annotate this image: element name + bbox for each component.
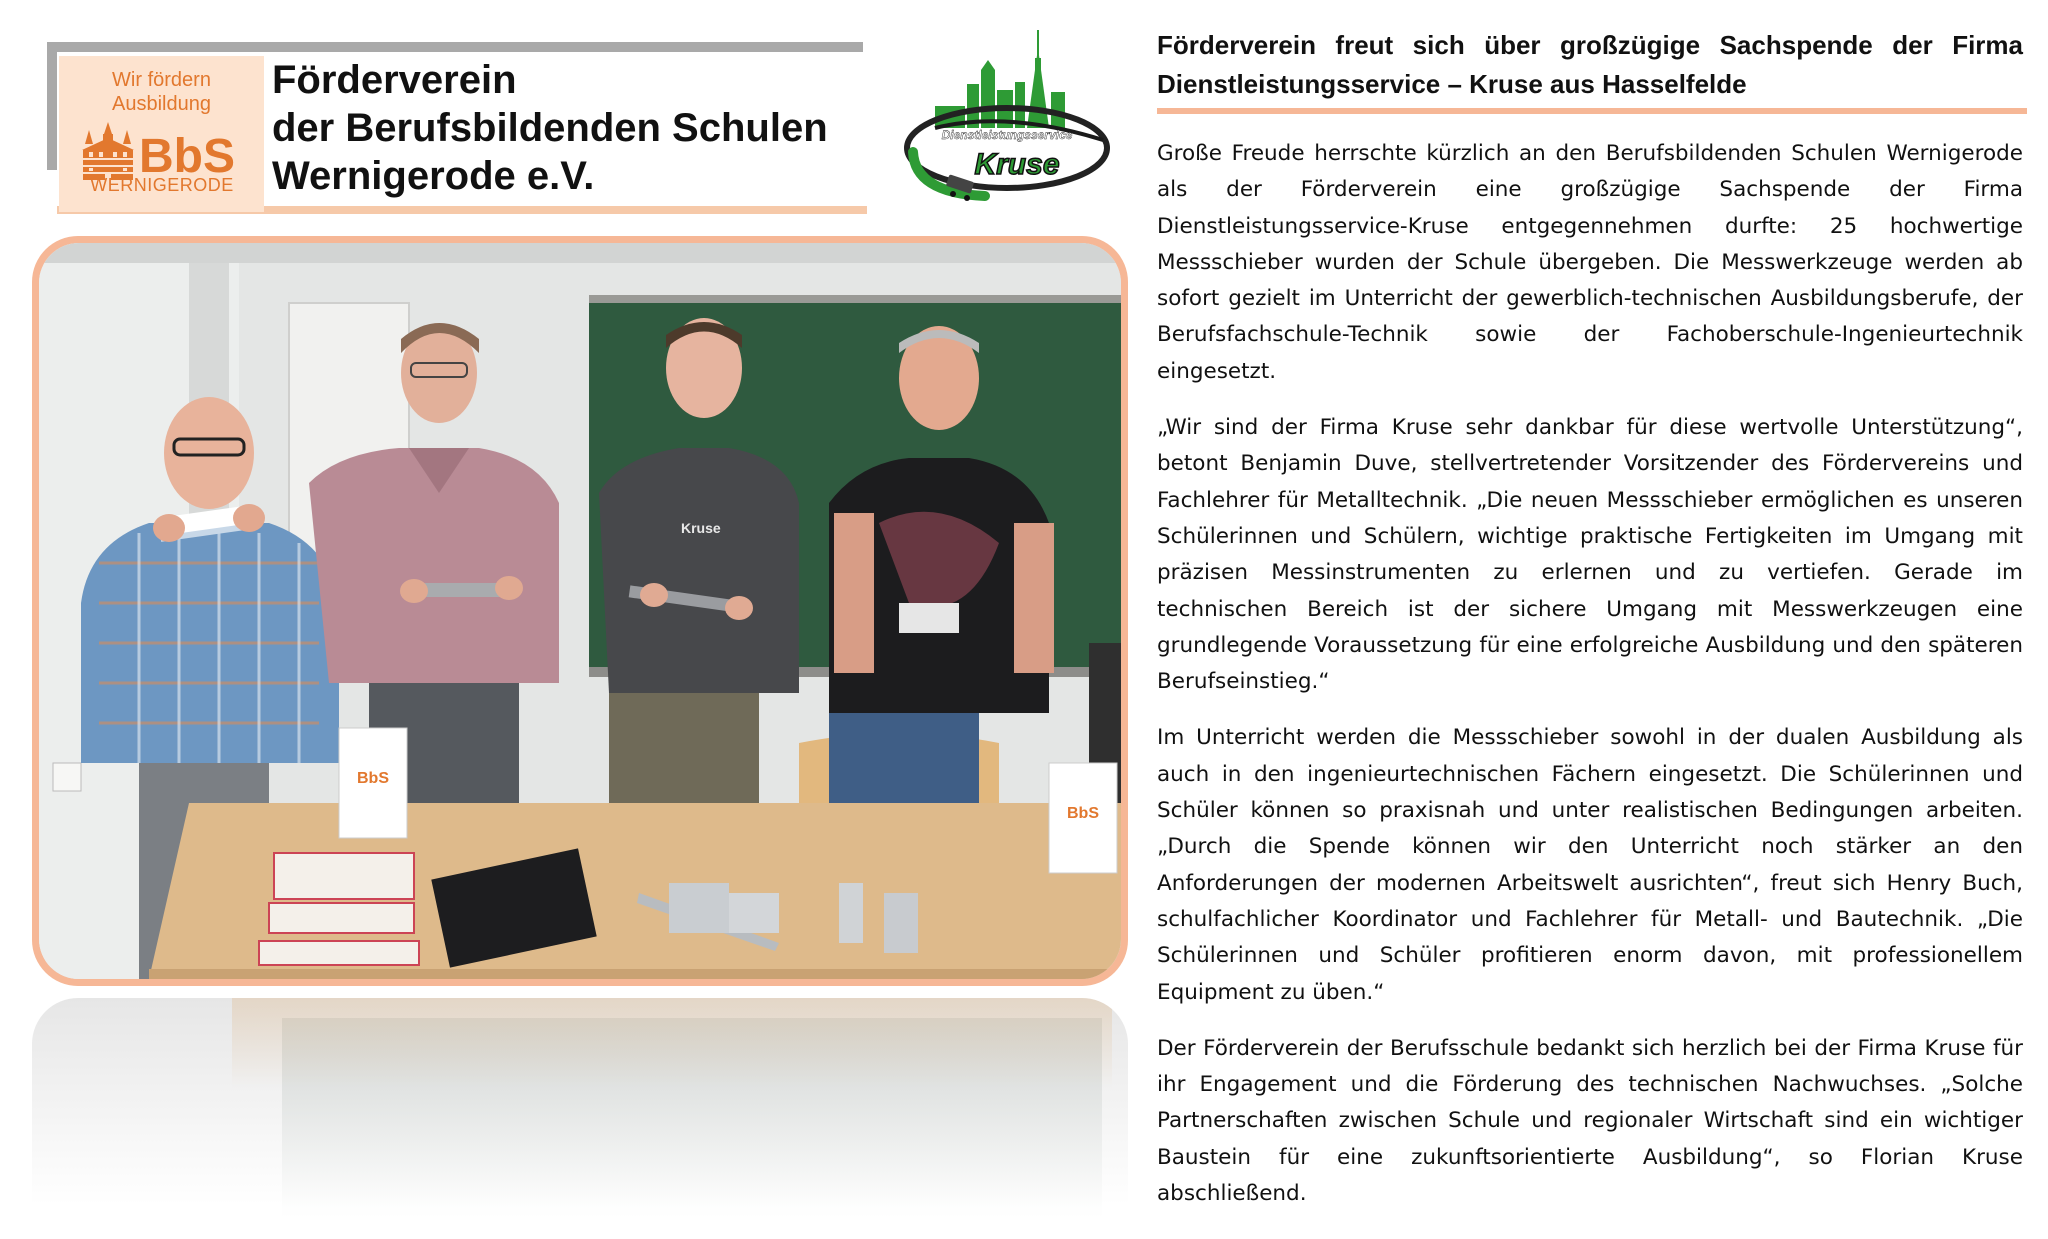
- aluminium-profile-3: [839, 883, 863, 943]
- town-hall-icon: [79, 120, 137, 182]
- banner-left-rule: [47, 42, 57, 170]
- shirt-logo-text: Kruse: [681, 520, 721, 536]
- kruse-logo-arc-text: Dienstleistungsservice: [941, 128, 1073, 142]
- aluminium-profile-1: [669, 883, 729, 933]
- article-paragraph-3: Im Unterricht werden die Messschieber sowohl in der dualen Ausbildung als auch in den ingenieurtechnischen Fächern eingesetzt. Die Schülerinnen und Schüler können so praxisnah und unter realistischen Bedingungen arbeiten. „Durch die Spende können wir den Unterricht noch stärker an den Anforderungen der modernen Arbeitswelt ausrichten“, freut sich Henry Buch, schulfachlicher Koordinator und Fachlehrer für Metall- und Bautechnik. „Die Schülerinnen und Schüler profitieren enorm davon, mit professionellem Equipment zu üben.“: [1157, 725, 2023, 1005]
- flyer-right-bbs: BbS: [1067, 805, 1099, 822]
- photo-reflection: [32, 998, 1128, 1228]
- group-photo: [39, 243, 1121, 979]
- group-photo-illustration: [39, 243, 1121, 979]
- caliper-boxes: [259, 853, 419, 965]
- article-body: [1157, 136, 2023, 1232]
- article-paragraph-4: Der Förderverein der Berufsschule bedankt sich herzlich bei der Firma Kruse für ihr Engagement und die Förderung des technischen Nachwuchses. „Solche Partnerschaften zwischen Schule und regionaler Wirtschaft sind ein wichtiger Baustein für eine zukunftsorientierte Ausbildung“, so Florian Kruse abschließend.: [1157, 1035, 2023, 1207]
- aluminium-profile-2: [729, 893, 779, 933]
- headline-rule: [1157, 108, 2027, 114]
- article-paragraph-2: „Wir sind der Firma Kruse sehr dankbar für diese wertvolle Unterstützung“, betont Benjamin Duve, stellvertretender Vorsitzender des Fördervereins und Fachlehrer für Metalltechnik. „Die neuen Messschieber ermöglichen es unseren Schülerinnen und Schülern, wichtige praktische Fertigkeiten im Umgang mit präzisen Messinstrumenten zu erlernen und zu vertiefen. Gerade im technischen Bereich ist der sichere Umgang mit Messwerkzeugen eine grundlegende Voraussetzung für eine erfolgreiche Ausbildung und den späteren Berufseinstieg.“: [1157, 415, 2023, 695]
- group-photo-frame: [32, 236, 1128, 986]
- organization-name-line2: der Berufsbildenden Schulen: [272, 106, 828, 150]
- flyer-left-bbs: BbS: [357, 770, 389, 787]
- flyer-stand-left: [339, 728, 407, 838]
- article-paragraph-1: Große Freude herrschte kürzlich an den Berufsbildenden Schulen Wernigerode als der Förderverein eine großzügige Sachspende der Firma Dienstleistungsservice-Kruse entgegennehmen durfte: 25 hochwertige Messschieber wurden der Schule übergeben. Die Messwerkzeuge werden ab sofort gezielt im Unterricht der gewerblich-technischen Ausbildungsberufe, der Berufsfachschule-Technik sowie der Fachoberschule-Ingenieurtechnik eingesetzt.: [1157, 141, 2023, 384]
- bbs-logo: [59, 56, 264, 212]
- banner-top-rule: [47, 42, 863, 52]
- aluminium-profile-4: [884, 893, 918, 953]
- organization-name-line3: Wernigerode e.V.: [272, 154, 595, 198]
- organization-name-line1: Förderverein: [272, 58, 517, 102]
- photo-reflection-table: [232, 998, 1112, 1088]
- kruse-logo: [895, 28, 1115, 218]
- logo-city-text: WERNIGERODE: [90, 175, 234, 195]
- organization-name: [272, 56, 872, 200]
- logo-slogan-line2: Ausbildung: [112, 93, 211, 115]
- logo-slogan-line1: Wir fördern: [112, 69, 211, 91]
- flyer-stand-right: [1049, 763, 1117, 873]
- kruse-logo-name: Kruse: [974, 148, 1060, 181]
- logo-bbs-text: BbS: [139, 130, 235, 183]
- article-headline: Förderverein freut sich über großzügige Sachspende der Firma Dienstleistungsservice – Kruse aus Hasselfelde: [1157, 30, 2023, 99]
